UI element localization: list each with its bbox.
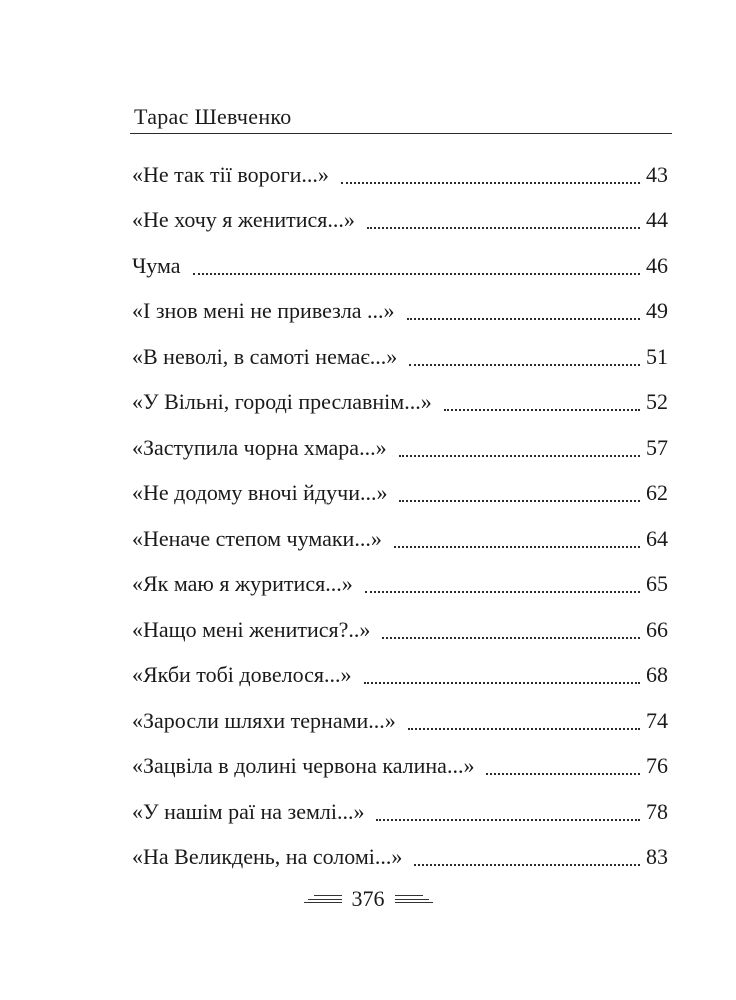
header-rule: [130, 133, 672, 134]
toc-entry-page: 83: [646, 844, 668, 870]
toc-entry-page: 78: [646, 798, 668, 824]
running-header-author: Тарас Шевченко: [134, 104, 292, 129]
toc-entry-page: 65: [646, 571, 668, 597]
toc-entry: [132, 653, 668, 699]
toc-entry: [132, 607, 668, 653]
toc-entry: [132, 425, 668, 471]
toc-dot-leader: [365, 591, 640, 593]
toc-dot-leader: [408, 728, 640, 730]
toc-dot-leader: [444, 409, 640, 411]
toc-entry: [132, 334, 668, 380]
toc-dot-leader: [399, 455, 640, 457]
toc-entry-title: «На Великдень, на соломі...»: [132, 844, 403, 870]
toc-entry: [132, 562, 668, 608]
toc-entry-title: «Не хочу я женитися...»: [132, 207, 355, 233]
toc-dot-leader: [409, 364, 640, 366]
toc-dot-leader: [399, 500, 640, 502]
toc-entry: [132, 744, 668, 790]
toc-entry-title: «І знов мені не привезла ...»: [132, 298, 395, 324]
toc-entry-title: «У нашім раї на землі...»: [132, 798, 365, 824]
folio-ornament-right: [395, 893, 433, 904]
toc-entry-title: «Заросли шляхи тернами...»: [132, 707, 396, 733]
toc-entry-title: «Зацвіла в долині червона калина...»: [132, 753, 475, 779]
toc-entry: [132, 380, 668, 426]
page-number: 376: [351, 886, 385, 911]
toc-entry-title: «Неначе степом чумаки...»: [132, 525, 382, 551]
toc-entry-page: 68: [646, 662, 668, 688]
toc-entry: [132, 698, 668, 744]
toc-entry-page: 43: [646, 161, 668, 187]
toc-entry: [132, 471, 668, 517]
toc-entry-page: 74: [646, 707, 668, 733]
toc-dot-leader: [382, 637, 640, 639]
toc-entry: [132, 789, 668, 835]
toc-entry: [132, 152, 668, 198]
toc-entry-page: 49: [646, 298, 668, 324]
toc-dot-leader: [486, 773, 640, 775]
toc-dot-leader: [341, 182, 640, 184]
toc-entry-page: 66: [646, 616, 668, 642]
toc-entry-title: «У Вільні, городі преславнім...»: [132, 389, 432, 415]
toc-dot-leader: [414, 864, 640, 866]
toc-entry-page: 64: [646, 525, 668, 551]
toc-entry: [132, 516, 668, 562]
toc-entry-title: «Нащо мені женитися?..»: [132, 616, 371, 642]
toc-entry-page: 44: [646, 207, 668, 233]
toc-entry-page: 52: [646, 389, 668, 415]
toc-dot-leader: [376, 819, 640, 821]
toc-entry-title: «Не додому вночі йдучи...»: [132, 480, 388, 506]
toc-entry-title: Чума: [132, 252, 181, 278]
folio-ornament-left: [304, 893, 342, 904]
toc-dot-leader: [193, 273, 640, 275]
toc-entry-page: 46: [646, 252, 668, 278]
table-of-contents: [132, 152, 668, 880]
toc-entry-page: 57: [646, 434, 668, 460]
toc-entry-page: 76: [646, 753, 668, 779]
toc-dot-leader: [407, 318, 640, 320]
page-folio: [0, 885, 736, 913]
toc-dot-leader: [394, 546, 640, 548]
toc-entry-title: «Як маю я журитися...»: [132, 571, 353, 597]
toc-entry: [132, 198, 668, 244]
toc-dot-leader: [364, 682, 640, 684]
toc-entry-title: «Якби тобі довелося...»: [132, 662, 352, 688]
toc-entry-title: «В неволі, в самоті немає...»: [132, 343, 398, 369]
toc-entry: [132, 835, 668, 881]
toc-entry: [132, 243, 668, 289]
toc-entry-page: 62: [646, 480, 668, 506]
toc-entry-page: 51: [646, 343, 668, 369]
toc-entry-title: «Не так тії вороги...»: [132, 161, 329, 187]
toc-entry: [132, 289, 668, 335]
toc-dot-leader: [367, 227, 640, 229]
toc-entry-title: «Заступила чорна хмара...»: [132, 434, 387, 460]
